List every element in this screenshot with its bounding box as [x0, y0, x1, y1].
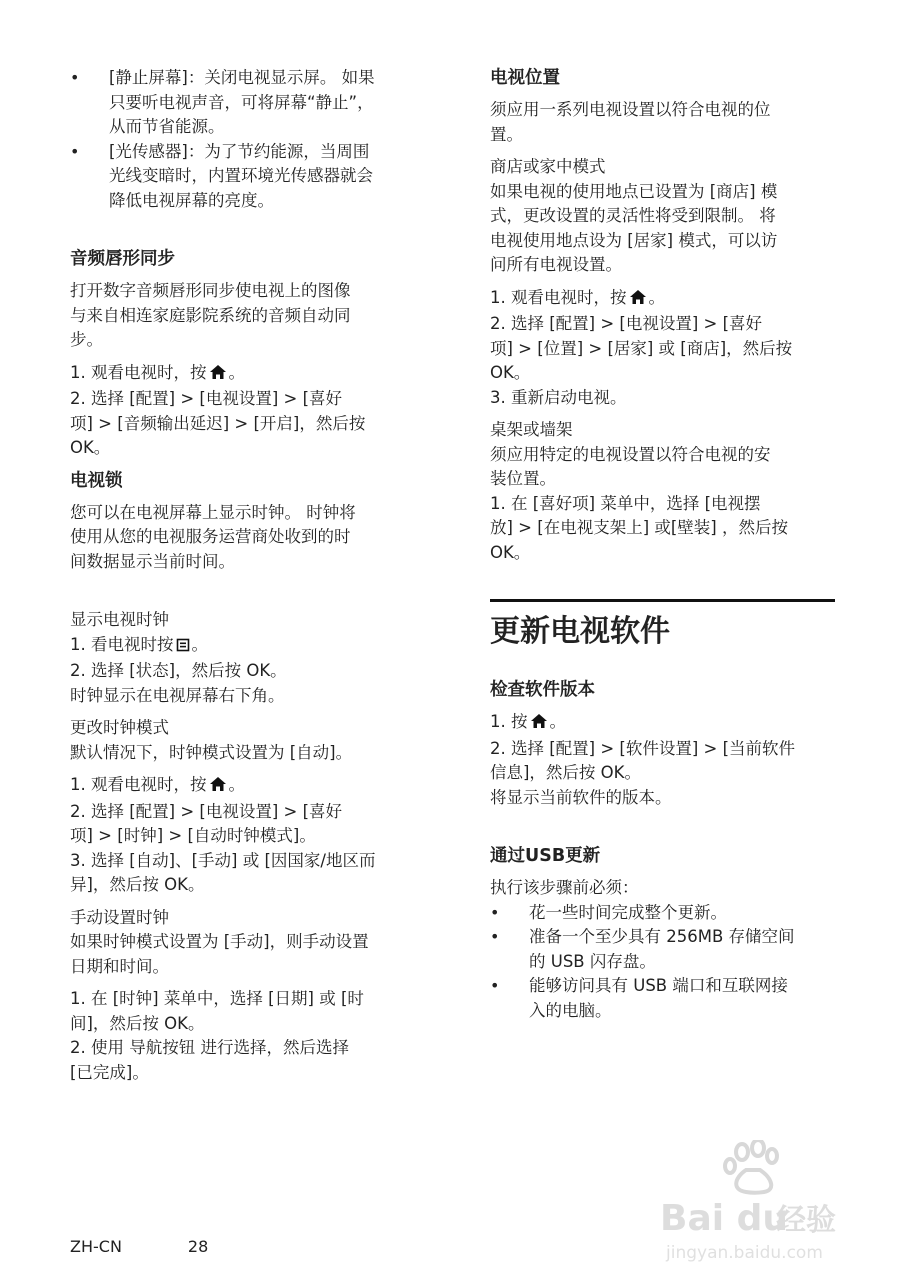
text-line: 日期和时间。	[70, 956, 169, 976]
text-line: 只要听电视声音，可将屏幕“静止”，	[109, 92, 374, 112]
right-column	[490, 66, 835, 1023]
svg-text:Bai du: Bai du	[660, 1198, 789, 1239]
step-line	[490, 286, 835, 313]
text-line: [已完成]。	[70, 1062, 149, 1082]
baidu-paw-logo	[654, 1140, 854, 1270]
text-line: 2. 使用 导航按钮 进行选择，然后选择	[70, 1038, 349, 1057]
footer-language: ZH-CN	[70, 1237, 122, 1256]
text-line: 异]，然后按 OK。	[70, 875, 205, 894]
step-end: 。	[191, 634, 208, 654]
chapter-divider	[490, 599, 835, 602]
text-line: 默认情况下，时钟模式设置为 [自动]。	[70, 742, 353, 762]
text-line: 与来自相连家庭影院系统的音频自动同	[70, 305, 351, 325]
text-line: OK。	[490, 363, 531, 382]
page-footer	[70, 1237, 208, 1256]
text-line: 间数据显示当前时间。	[70, 551, 235, 571]
text-line: 入的电脑。	[529, 1000, 612, 1020]
text-line: 降低电视屏幕的亮度。	[109, 190, 274, 210]
step-end: 。	[228, 362, 245, 382]
step-end: 。	[549, 712, 566, 731]
text-line: 能够访问具有 USB 端口和互联网接	[529, 976, 788, 995]
home-icon	[629, 288, 647, 313]
home-icon	[530, 712, 548, 737]
step-text: 1. 按	[490, 712, 528, 731]
text-line: 2. 选择 [配置] > [电视设置] > [喜好	[490, 314, 763, 333]
bullet-usb-time	[490, 901, 835, 926]
bullet-dot: •	[490, 976, 500, 995]
subsection-title-clock-mode: 更改时钟模式	[70, 718, 169, 737]
text-line: 准备一个至少具有 256MB 存储空间	[529, 927, 795, 946]
page-number: 28	[187, 1237, 209, 1256]
left-column	[70, 66, 420, 1085]
text-line: 如果时钟模式设置为 [手动]，则手动设置	[70, 932, 369, 951]
text-line: 时钟显示在电视屏幕右下角。	[70, 685, 285, 705]
step-end: 。	[228, 775, 245, 794]
text-line: OK。	[70, 438, 111, 457]
text-line: 将显示当前软件的版本。	[490, 787, 672, 807]
text-line: 执行该步骤前必须：	[490, 878, 639, 897]
text-line: 项] > [时钟] > [自动时钟模式]。	[70, 826, 316, 845]
text-line: 放] > [在电视支架上] 或[壁装] ，然后按	[490, 518, 788, 537]
bullet-usb-computer	[490, 974, 835, 1023]
bullet-dot: •	[70, 141, 80, 161]
text-line: 须应用特定的电视设置以符合电视的安	[490, 444, 771, 464]
text-line: 您可以在电视屏幕上显示时钟。 时钟将	[70, 502, 356, 522]
info-button-icon	[176, 635, 190, 660]
subsection-title-manual-clock: 手动设置时钟	[70, 907, 169, 927]
chapter-title: 更新电视软件	[490, 614, 670, 649]
bullet-dot: •	[490, 927, 500, 946]
text-line: 问所有电视设置。	[490, 255, 622, 274]
subsection-title-shop-home: 商店或家中模式	[490, 157, 606, 176]
step-line	[70, 773, 420, 800]
text-line: 1. 在 [时钟] 菜单中，选择 [日期] 或 [时	[70, 989, 364, 1008]
bullet-usb-storage	[490, 925, 835, 974]
section-title-usb-update: 通过USB更新	[490, 846, 601, 866]
text-line: 间]，然后按 OK。	[70, 1013, 205, 1033]
step-text: 1. 观看电视时，按	[490, 287, 627, 307]
svg-text:jingyan.baidu.com: jingyan.baidu.com	[666, 1243, 823, 1263]
text-line: OK。	[490, 542, 531, 562]
text-line: 式，更改设置的灵活性将受到限制。 将	[490, 206, 776, 225]
text-line: 信息]，然后按 OK。	[490, 763, 641, 782]
step-line	[490, 710, 835, 737]
text-line: 步。	[70, 330, 103, 349]
text-line: [光传感器]：为了节约能源，当周围	[109, 141, 370, 161]
text-line: 打开数字音频唇形同步使电视上的图像	[70, 281, 351, 300]
text-line: 须应用一系列电视设置以符合电视的位	[490, 100, 771, 119]
step-text: 1. 观看电视时，按	[70, 775, 207, 794]
text-line: 光线变暗时，内置环境光传感器就会	[109, 166, 373, 185]
section-title-tv-position: 电视位置	[490, 68, 560, 88]
text-line: 从而节省能源。	[109, 117, 225, 136]
text-line: 3. 选择 [自动]、[手动] 或 [因国家/地区而	[70, 850, 376, 870]
section-title-lipsync: 音频唇形同步	[70, 249, 175, 269]
text-line: 1. 在 [喜好项] 菜单中，选择 [电视摆	[490, 493, 761, 513]
step-line	[70, 633, 420, 660]
step-text: 1. 看电视时按	[70, 634, 174, 654]
text-line: [静止屏幕]：关闭电视显示屏。 如果	[109, 68, 375, 87]
text-line: 电视使用地点设为 [居家] 模式，可以访	[490, 230, 778, 250]
section-title-check-version: 检查软件版本	[490, 680, 595, 700]
bullet-dot: •	[70, 68, 80, 87]
text-line: 2. 选择 [状态]，然后按 OK。	[70, 661, 287, 680]
step-text: 1. 观看电视时，按	[70, 362, 207, 382]
subsection-title-show-clock: 显示电视时钟	[70, 610, 169, 629]
bullet-still-screen	[70, 66, 420, 140]
text-line: 项] > [位置] > [居家] 或 [商店]，然后按	[490, 338, 793, 358]
text-line: 项] > [音频输出延迟] > [开启]，然后按	[70, 413, 366, 433]
text-line: 2. 选择 [配置] > [电视设置] > [喜好	[70, 389, 343, 408]
text-line: 3. 重新启动电视。	[490, 387, 627, 407]
bullet-dot: •	[490, 902, 500, 922]
text-line: 花一些时间完成整个更新。	[529, 902, 727, 922]
text-line: 2. 选择 [配置] > [软件设置] > [当前软件	[490, 738, 796, 758]
text-line: 2. 选择 [配置] > [电视设置] > [喜好	[70, 801, 343, 821]
text-line: 装位置。	[490, 469, 556, 488]
baidu-watermark	[654, 1140, 854, 1270]
bullet-light-sensor	[70, 140, 420, 214]
svg-text:经验: 经验	[776, 1203, 836, 1238]
subsection-title-stand-wall: 桌架或墙架	[490, 420, 573, 439]
text-line: 使用从您的电视服务运营商处收到的时	[70, 527, 351, 546]
text-line: 置。	[490, 124, 523, 144]
text-line: 如果电视的使用地点已设置为 [商店] 模	[490, 181, 778, 201]
step-line	[70, 361, 420, 388]
home-icon	[209, 775, 227, 800]
step-end: 。	[648, 287, 665, 307]
section-title-tv-lock: 电视锁	[70, 470, 123, 491]
text-line: 的 USB 闪存盘。	[529, 951, 656, 971]
home-icon	[209, 363, 227, 388]
